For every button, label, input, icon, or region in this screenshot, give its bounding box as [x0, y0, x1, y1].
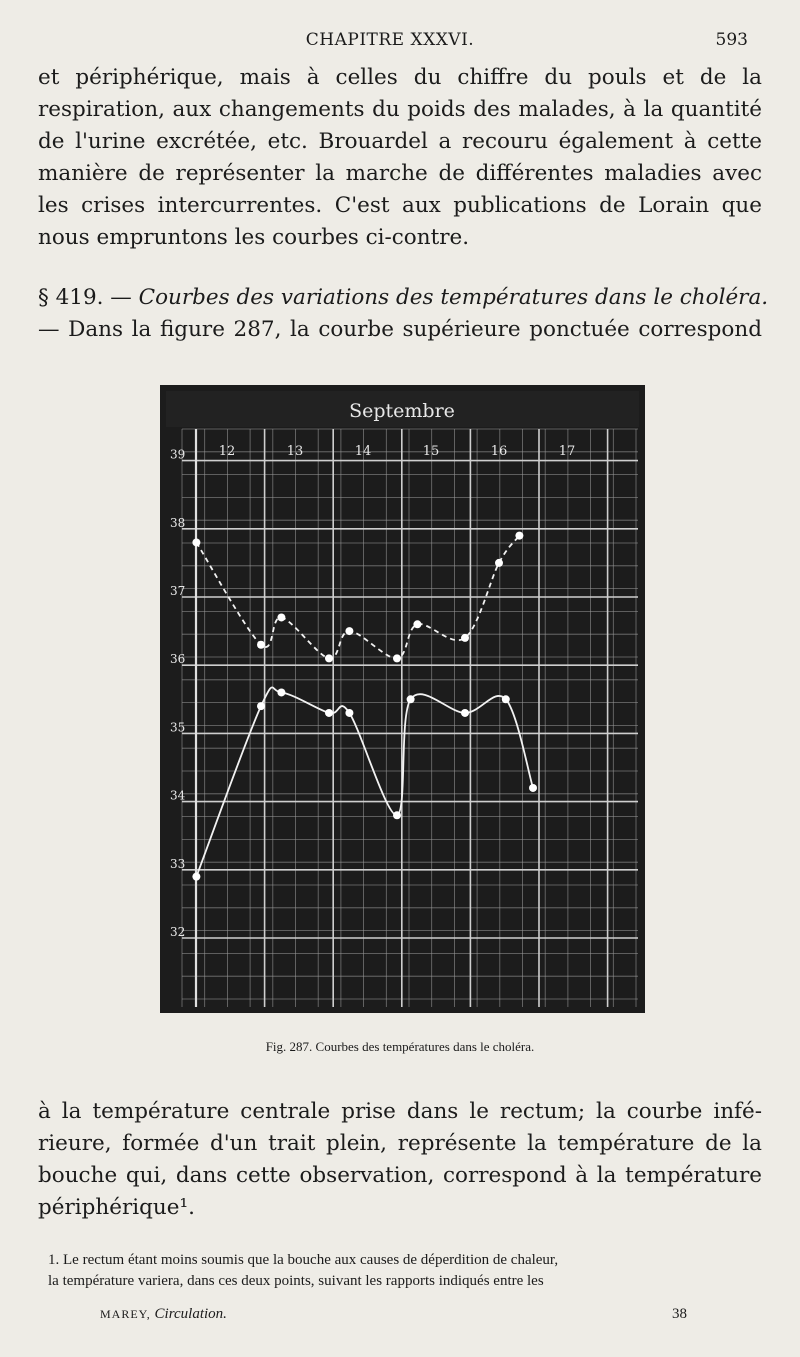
rectal-data-point: [413, 620, 421, 628]
paragraph-continuation: [38, 1096, 762, 1224]
x-tick-label: 12: [218, 444, 236, 459]
text-line: de l'urine excrétée, etc. Brouardel a recouru également à cette: [38, 129, 762, 154]
y-tick-label: 38: [170, 515, 186, 530]
text-line: nous empruntons les courbes ci-contre.: [38, 225, 470, 250]
y-tick-label: 36: [170, 652, 186, 667]
oral-data-point: [461, 709, 469, 717]
rectal-data-point: [192, 538, 200, 546]
footnote-line: la température variera, dans ces deux points, suivant les rapports indiqués entre les: [48, 1273, 544, 1289]
x-tick-label: 17: [558, 444, 576, 459]
rectal-data-point: [257, 641, 265, 649]
footnote: [48, 1250, 764, 1292]
oral-data-point: [277, 688, 285, 696]
running-header: [0, 30, 800, 60]
y-tick-label: 33: [170, 856, 186, 871]
section-419: [38, 282, 769, 346]
section-title: Courbes des variations des températures dans le choléra.: [138, 285, 769, 310]
x-tick-label: 15: [422, 444, 440, 459]
y-tick-label: 35: [170, 720, 186, 735]
x-tick-label: 16: [490, 444, 508, 459]
text-line: — Dans la figure 287, la courbe supérieure ponctuée correspond: [38, 317, 762, 342]
sheet-number: 38: [672, 1306, 687, 1322]
oral-data-point: [192, 873, 200, 881]
x-tick-label: 13: [286, 444, 304, 459]
text-line: périphérique¹.: [38, 1195, 195, 1220]
oral-data-point: [407, 695, 415, 703]
rectal-data-point: [325, 654, 333, 662]
oral-data-point: [502, 695, 510, 703]
y-tick-label: 34: [170, 788, 186, 803]
x-tick-label: 14: [354, 444, 372, 459]
oral-data-point: [529, 784, 537, 792]
y-tick-label: 39: [170, 447, 186, 462]
text-line: bouche qui, dans cette observation, correspond à la température: [38, 1163, 762, 1188]
text-line: et périphérique, mais à celles du chiffre du pouls et de la: [38, 65, 762, 90]
chapter-title: CHAPITRE XXXVI.: [305, 30, 475, 50]
figure-287: [160, 385, 645, 1013]
footnote-line: 1. Le rectum étant moins soumis que la bouche aux causes de déperdition de chaleur,: [48, 1252, 559, 1268]
oral-data-point: [325, 709, 333, 717]
page-number: 593: [715, 30, 748, 50]
text-line: manière de représenter la marche de différentes maladies avec: [38, 161, 762, 186]
text-line: respiration, aux changements du poids des malades, à la quantité: [38, 97, 762, 122]
y-tick-label: 37: [170, 584, 186, 598]
section-number: § 419. —: [38, 285, 132, 310]
y-tick-label: 32: [170, 925, 186, 939]
text-line: à la température centrale prise dans le rectum; la courbe infé-: [38, 1099, 762, 1124]
rectal-data-point: [393, 654, 401, 662]
oral-data-point: [257, 702, 265, 710]
text-line: rieure, formée d'un trait plein, représente la température de la: [38, 1131, 762, 1156]
rectal-data-point: [277, 613, 285, 621]
rectal-data-point: [495, 559, 503, 567]
section-heading-line: [38, 282, 769, 314]
chart-title: Septembre: [349, 400, 455, 422]
figure-caption: Fig. 287. Courbes des températures dans le choléra.: [265, 1039, 535, 1054]
rectal-data-point: [515, 532, 523, 540]
paragraph-intro: [38, 62, 762, 254]
oral-data-point: [345, 709, 353, 717]
rectal-data-point: [461, 634, 469, 642]
footer-author: MAREY, Circulation.: [100, 1306, 227, 1322]
oral-data-point: [393, 811, 401, 819]
temperature-chart: [160, 385, 645, 1013]
rectal-data-point: [345, 627, 353, 635]
text-line: les crises intercurrentes. C'est aux publications de Lorain que: [38, 193, 762, 218]
